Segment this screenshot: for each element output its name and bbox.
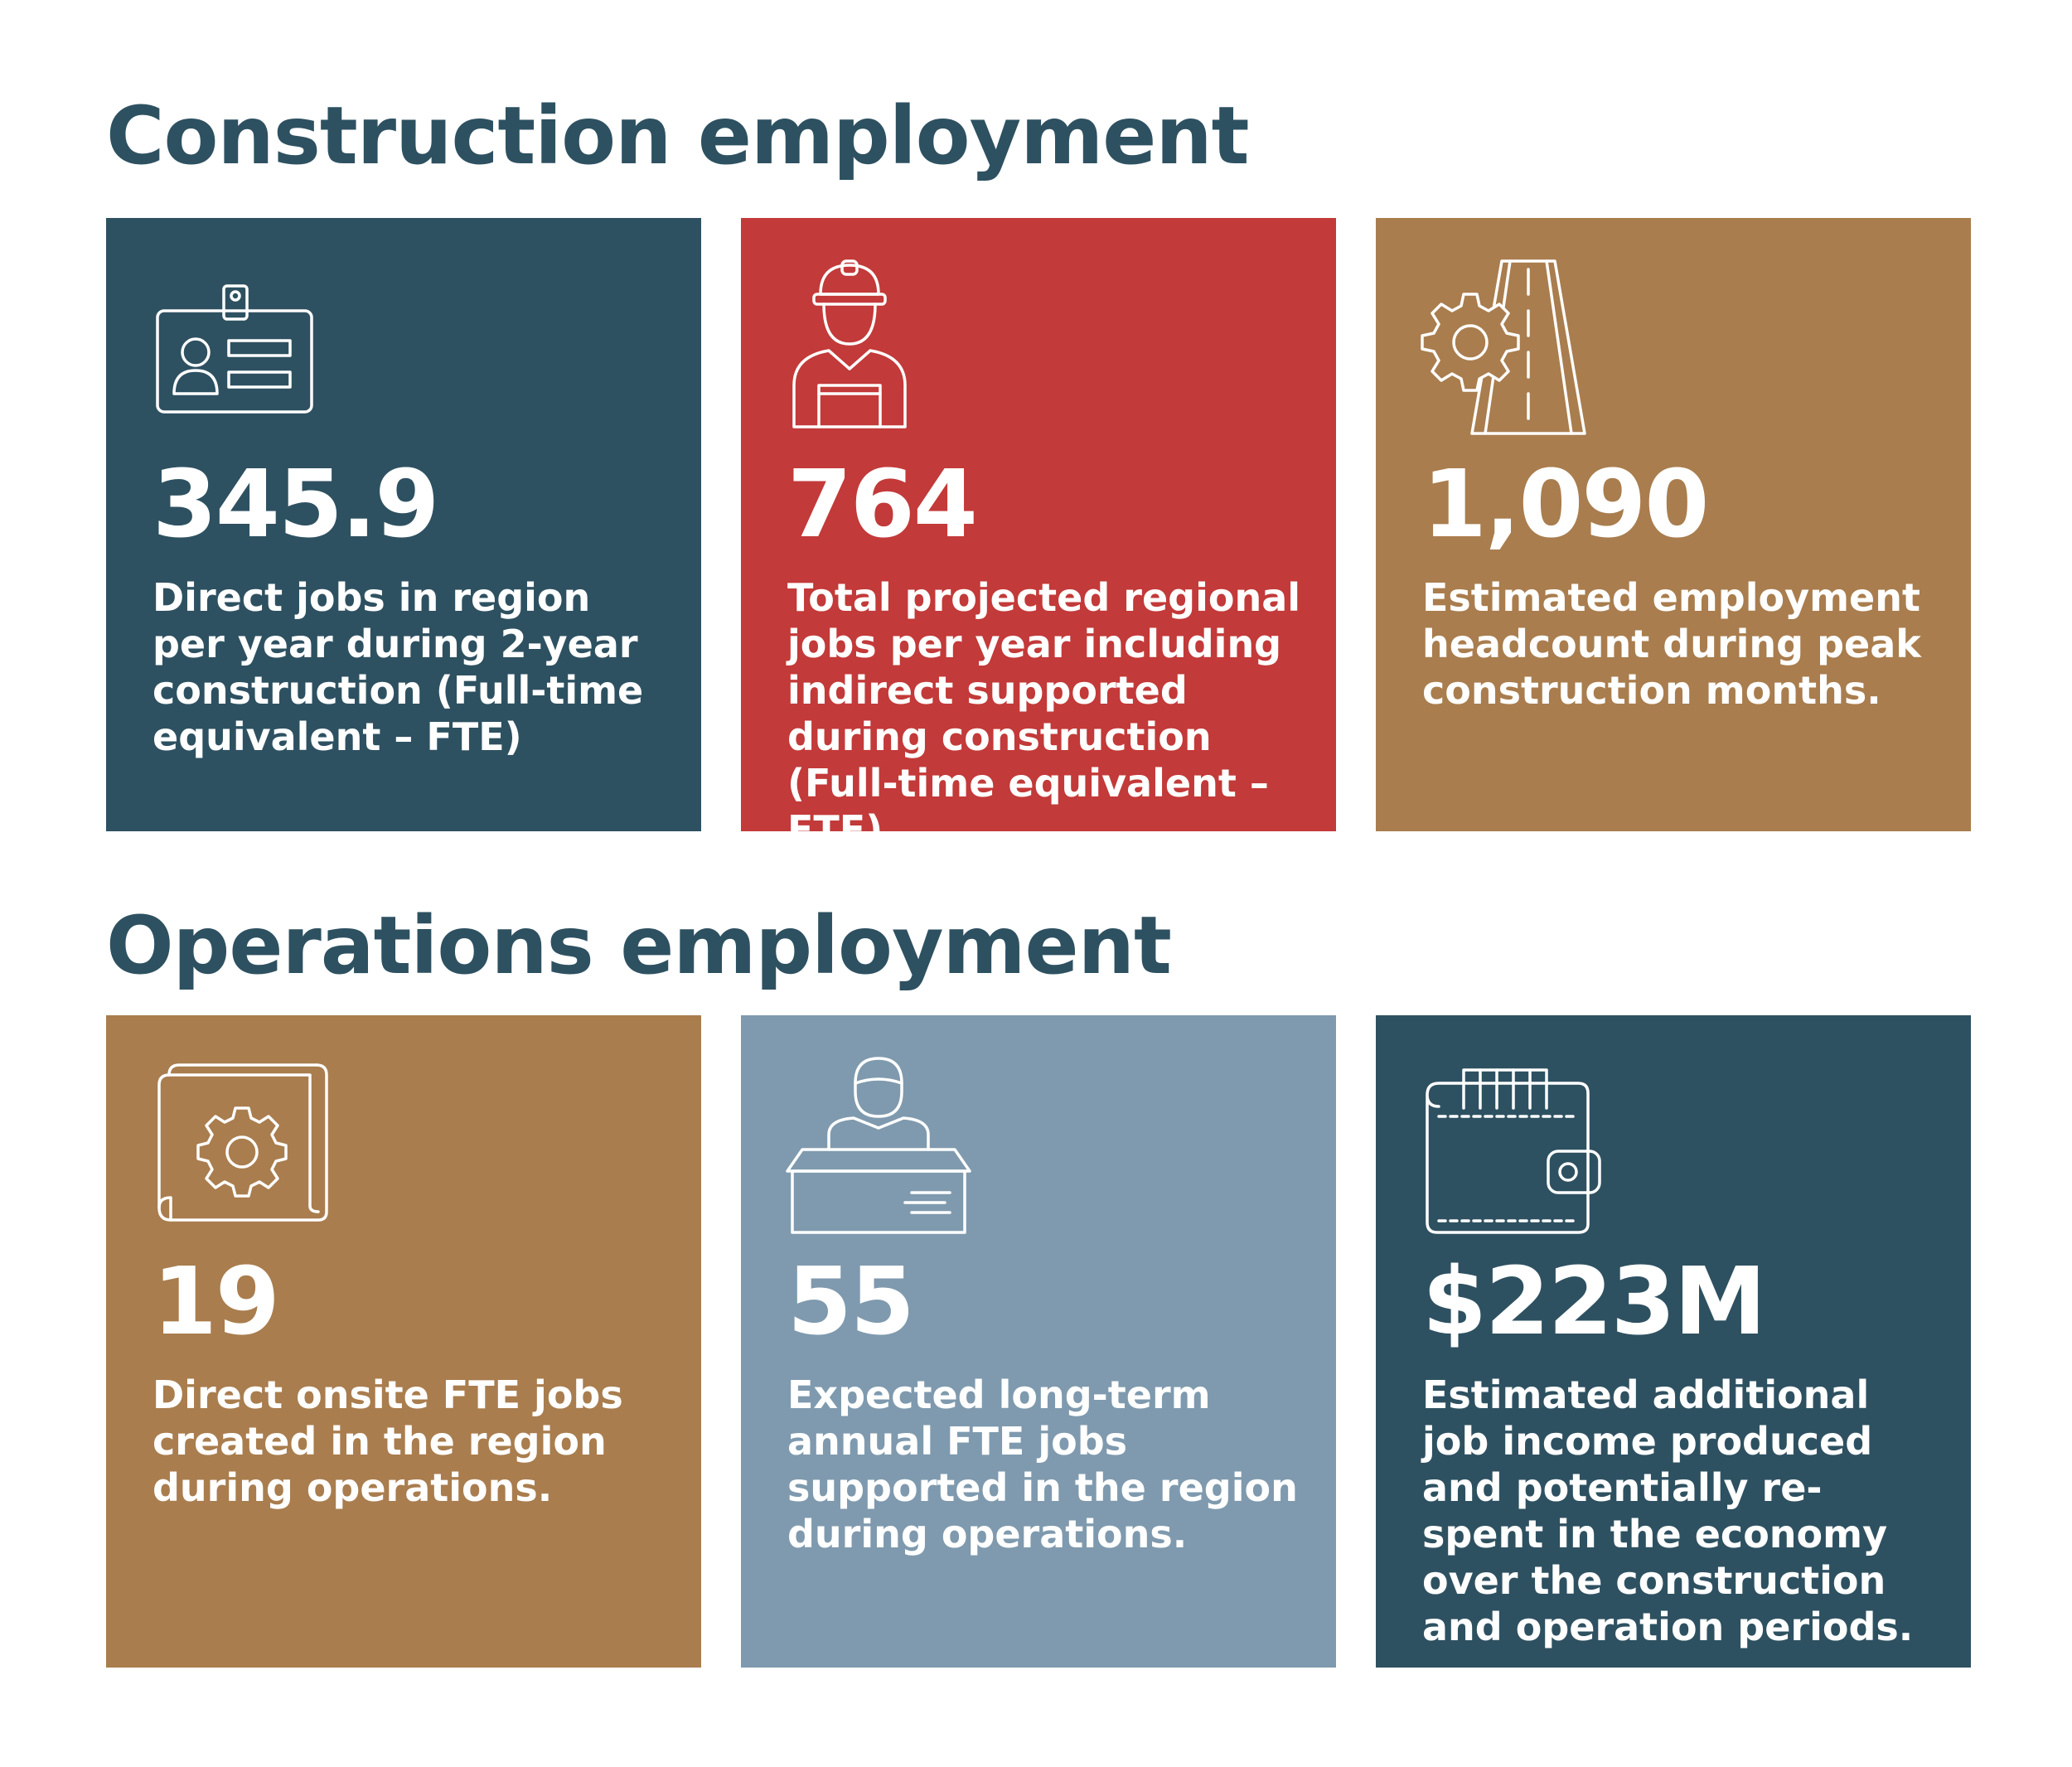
operations-section-title: Operations employment bbox=[106, 899, 1171, 992]
stat-value: 55 bbox=[787, 1248, 913, 1356]
id-badge-icon bbox=[152, 261, 335, 443]
stat-description: Total projected regional jobs per year including indirect supported during construction (Full-time equivalent – FTE) bbox=[787, 575, 1301, 852]
stat-card-onsite-jobs bbox=[106, 1015, 701, 1668]
stat-card-job-income bbox=[1376, 1015, 1971, 1668]
reception-desk-icon bbox=[787, 1058, 970, 1241]
wallet-icon bbox=[1422, 1058, 1605, 1241]
stat-card-peak-headcount bbox=[1376, 218, 1971, 831]
stat-description: Direct jobs in region per year during 2-year construction (Full-time equivalent – FTE) bbox=[152, 575, 644, 759]
construction-section-title: Construction employment bbox=[106, 90, 1249, 182]
stat-description: Estimated employment headcount during peak construction months. bbox=[1422, 575, 1921, 713]
stat-description: Estimated additional job income produced and potentially re-spent in the economy over the construction and operation periods. bbox=[1422, 1372, 1914, 1649]
construction-worker-icon bbox=[787, 261, 970, 443]
stat-value: 19 bbox=[152, 1248, 278, 1356]
stat-description: Direct onsite FTE jobs created in the region during operations. bbox=[152, 1372, 623, 1510]
stat-card-long-term-jobs bbox=[741, 1015, 1336, 1668]
stat-value: $223M bbox=[1422, 1248, 1765, 1356]
road-gear-icon bbox=[1422, 261, 1605, 443]
stat-description: Expected long-term annual FTE jobs supported in the region during operations. bbox=[787, 1372, 1298, 1556]
blueprint-gear-icon bbox=[152, 1058, 335, 1241]
stat-card-direct-jobs bbox=[106, 218, 701, 831]
stat-value: 345.9 bbox=[152, 451, 438, 559]
stat-value: 1,090 bbox=[1422, 451, 1708, 559]
stat-card-regional-jobs bbox=[741, 218, 1336, 852]
stat-value: 764 bbox=[787, 451, 976, 559]
